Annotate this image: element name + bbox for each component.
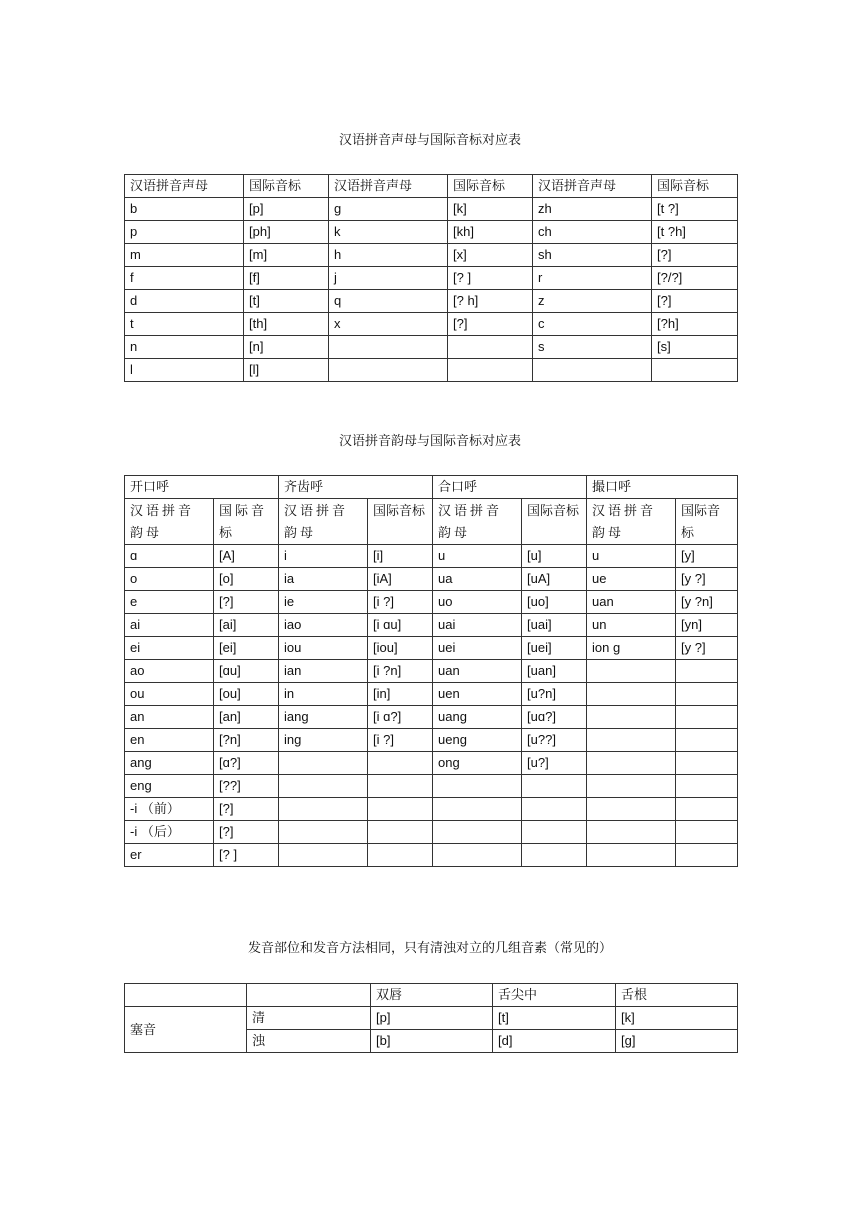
pinyin-cell: ie (279, 591, 368, 614)
ipa-cell: [?n] (214, 729, 279, 752)
column-header: 国际音标 (214, 499, 279, 545)
column-header: 舌根 (616, 984, 738, 1007)
pinyin-cell: ua (433, 568, 522, 591)
ipa-cell (676, 729, 738, 752)
voicing-table (124, 983, 738, 1053)
ipa-cell: [uA] (522, 568, 587, 591)
ipa-cell (652, 359, 738, 382)
ipa-cell: [d] (493, 1030, 616, 1053)
pinyin-cell: zh (533, 198, 652, 221)
column-header: 汉语拼音韵母 (279, 499, 368, 545)
pinyin-cell (533, 359, 652, 382)
ipa-cell: [?/?] (652, 267, 738, 290)
pinyin-cell: u (433, 545, 522, 568)
ipa-cell: [y ?] (676, 568, 738, 591)
pinyin-cell (279, 775, 368, 798)
pinyin-cell (587, 729, 676, 752)
ipa-cell: [m] (244, 244, 329, 267)
pinyin-cell: uen (433, 683, 522, 706)
group-header-row (125, 476, 738, 499)
pinyin-cell: ia (279, 568, 368, 591)
ipa-cell: [?] (652, 244, 738, 267)
column-header: 国际音标 (244, 175, 329, 198)
ipa-cell: [th] (244, 313, 329, 336)
ipa-cell (448, 336, 533, 359)
pinyin-cell (433, 798, 522, 821)
pinyin-cell: j (329, 267, 448, 290)
pinyin-cell: -i （前） (125, 798, 214, 821)
table-row (125, 336, 738, 359)
ipa-cell: [i ?] (368, 591, 433, 614)
table-row (125, 244, 738, 267)
ipa-cell: [u??] (522, 729, 587, 752)
ipa-cell (368, 798, 433, 821)
pinyin-cell: ch (533, 221, 652, 244)
pinyin-cell (279, 844, 368, 867)
pinyin-cell: enɡ (125, 775, 214, 798)
ipa-cell: [?] (652, 290, 738, 313)
pinyin-cell: b (125, 198, 244, 221)
ipa-cell (368, 844, 433, 867)
table-row (125, 1007, 738, 1030)
column-header: 国际音标 (652, 175, 738, 198)
column-header: 双唇 (371, 984, 493, 1007)
ipa-cell: [??] (214, 775, 279, 798)
pinyin-cell: iou (279, 637, 368, 660)
group-header: 合口呼 (433, 476, 587, 499)
ipa-cell: [uei] (522, 637, 587, 660)
ipa-cell: [ei] (214, 637, 279, 660)
ipa-cell: [i ?n] (368, 660, 433, 683)
ipa-cell: [p] (371, 1007, 493, 1030)
pinyin-cell (329, 359, 448, 382)
column-header: 国际音标 (676, 499, 738, 545)
ipa-cell: [i ɑu] (368, 614, 433, 637)
ipa-cell: [uɑ?] (522, 706, 587, 729)
group-header: 齐齿呼 (279, 476, 433, 499)
pinyin-cell: ou (125, 683, 214, 706)
pinyin-cell: uai (433, 614, 522, 637)
pinyin-cell (433, 844, 522, 867)
ipa-cell: [yn] (676, 614, 738, 637)
ipa-cell: [y] (676, 545, 738, 568)
column-header: 汉语拼音声母 (125, 175, 244, 198)
pinyin-cell: -i （后） (125, 821, 214, 844)
pinyin-cell: onɡ (433, 752, 522, 775)
pinyin-cell (587, 752, 676, 775)
pinyin-cell: f (125, 267, 244, 290)
ipa-cell: [uan] (522, 660, 587, 683)
pinyin-cell (279, 821, 368, 844)
ipa-cell (522, 844, 587, 867)
finals-table-title: 汉语拼音韵母与国际音标对应表 (338, 434, 521, 449)
table-row (125, 614, 738, 637)
ipa-cell: [u?n] (522, 683, 587, 706)
pinyin-cell (587, 798, 676, 821)
voicing-label: 清 (247, 1007, 371, 1030)
ipa-cell: [n] (244, 336, 329, 359)
table-row (125, 591, 738, 614)
ipa-cell (522, 821, 587, 844)
ipa-cell (676, 821, 738, 844)
ipa-cell: [i ɑ?] (368, 706, 433, 729)
pinyin-cell: e (125, 591, 214, 614)
ipa-cell: [? ] (448, 267, 533, 290)
ipa-cell: [uai] (522, 614, 587, 637)
ipa-cell: [y ?n] (676, 591, 738, 614)
pinyin-cell (433, 775, 522, 798)
pinyin-cell: anɡ (125, 752, 214, 775)
voicing-table-title: 发音部位和发音方法相同，只有清浊对立的几组音素（常见的） (247, 941, 612, 956)
pinyin-cell: ianɡ (279, 706, 368, 729)
pinyin-cell: x (329, 313, 448, 336)
ipa-cell: [A] (214, 545, 279, 568)
ipa-cell: [in] (368, 683, 433, 706)
pinyin-cell (279, 798, 368, 821)
pinyin-cell (433, 821, 522, 844)
ipa-cell: [uo] (522, 591, 587, 614)
pinyin-cell: an (125, 706, 214, 729)
ipa-cell (676, 660, 738, 683)
group-header: 开口呼 (125, 476, 279, 499)
voicing-label: 浊 (247, 1030, 371, 1053)
ipa-cell: [o] (214, 568, 279, 591)
table-row (125, 683, 738, 706)
subheader-row (125, 499, 738, 545)
pinyin-cell (587, 660, 676, 683)
ipa-cell (676, 844, 738, 867)
pinyin-cell (587, 821, 676, 844)
table-row (125, 660, 738, 683)
ipa-cell: [?] (214, 591, 279, 614)
pinyin-cell: s (533, 336, 652, 359)
pinyin-cell: uei (433, 637, 522, 660)
column-header: 国际音标 (368, 499, 433, 545)
pinyin-cell: en (125, 729, 214, 752)
ipa-cell: [y ?] (676, 637, 738, 660)
table-row (125, 844, 738, 867)
ipa-cell: [u?] (522, 752, 587, 775)
pinyin-cell: u (587, 545, 676, 568)
pinyin-cell: ɑ (125, 545, 214, 568)
pinyin-cell: inɡ (279, 729, 368, 752)
pinyin-cell: ian (279, 660, 368, 683)
ipa-cell: [i] (368, 545, 433, 568)
ipa-cell: [k] (448, 198, 533, 221)
table-row (125, 198, 738, 221)
initials-table-title: 汉语拼音声母与国际音标对应表 (338, 133, 521, 148)
ipa-cell: [ɑ?] (214, 752, 279, 775)
ipa-cell (676, 798, 738, 821)
pinyin-cell: z (533, 290, 652, 313)
table-row (125, 775, 738, 798)
pinyin-cell: q (329, 290, 448, 313)
table-row (125, 729, 738, 752)
ipa-cell: [l] (244, 359, 329, 382)
pinyin-cell: t (125, 313, 244, 336)
pinyin-cell: uenɡ (433, 729, 522, 752)
pinyin-cell: l (125, 359, 244, 382)
table-row (125, 290, 738, 313)
pinyin-cell: ei (125, 637, 214, 660)
table-row (125, 637, 738, 660)
pinyin-cell: o (125, 568, 214, 591)
ipa-cell: [? h] (448, 290, 533, 313)
pinyin-cell: uan (433, 660, 522, 683)
table-row (125, 752, 738, 775)
pinyin-cell: m (125, 244, 244, 267)
column-header: 舌尖中 (493, 984, 616, 1007)
pinyin-cell: sh (533, 244, 652, 267)
pinyin-cell: ue (587, 568, 676, 591)
column-header (247, 984, 371, 1007)
pinyin-cell: uanɡ (433, 706, 522, 729)
pinyin-cell: ɡ (329, 198, 448, 221)
ipa-cell: [ɑu] (214, 660, 279, 683)
table-row (125, 267, 738, 290)
ipa-cell: [x] (448, 244, 533, 267)
ipa-cell (522, 775, 587, 798)
ipa-cell: [ou] (214, 683, 279, 706)
pinyin-cell (279, 752, 368, 775)
ipa-cell: [u] (522, 545, 587, 568)
pinyin-cell: uo (433, 591, 522, 614)
ipa-cell: [kh] (448, 221, 533, 244)
pinyin-cell: ai (125, 614, 214, 637)
finals-table (124, 475, 738, 867)
ipa-cell: [ph] (244, 221, 329, 244)
ipa-cell: [t ?] (652, 198, 738, 221)
pinyin-cell: n (125, 336, 244, 359)
column-header: 汉语拼音声母 (329, 175, 448, 198)
table-row (125, 313, 738, 336)
pinyin-cell: un (587, 614, 676, 637)
column-header: 国际音标 (522, 499, 587, 545)
ipa-cell: [t] (244, 290, 329, 313)
ipa-cell (448, 359, 533, 382)
pinyin-cell: h (329, 244, 448, 267)
ipa-cell: [t ?h] (652, 221, 738, 244)
ipa-cell (368, 752, 433, 775)
ipa-cell: [ɡ] (616, 1030, 738, 1053)
group-header: 撮口呼 (587, 476, 738, 499)
ipa-cell: [b] (371, 1030, 493, 1053)
pinyin-cell (587, 706, 676, 729)
column-header: 国际音标 (448, 175, 533, 198)
ipa-cell: [iou] (368, 637, 433, 660)
ipa-cell (676, 775, 738, 798)
ipa-cell: [?] (214, 821, 279, 844)
pinyin-cell: ion ɡ (587, 637, 676, 660)
table-row (125, 798, 738, 821)
ipa-cell: [p] (244, 198, 329, 221)
ipa-cell: [s] (652, 336, 738, 359)
ipa-cell (676, 683, 738, 706)
pinyin-cell (587, 844, 676, 867)
pinyin-cell: i (279, 545, 368, 568)
pinyin-cell (587, 683, 676, 706)
table-row (125, 221, 738, 244)
ipa-cell (522, 798, 587, 821)
pinyin-cell: p (125, 221, 244, 244)
header-row (125, 175, 738, 198)
table-row (125, 359, 738, 382)
header-row (125, 984, 738, 1007)
ipa-cell: [an] (214, 706, 279, 729)
table-row (125, 706, 738, 729)
column-header: 汉语拼音韵母 (433, 499, 522, 545)
category-cell: 塞音 (125, 1007, 247, 1053)
ipa-cell: [k] (616, 1007, 738, 1030)
initials-table (124, 174, 738, 382)
column-header: 汉语拼音声母 (533, 175, 652, 198)
pinyin-cell: c (533, 313, 652, 336)
column-header (125, 984, 247, 1007)
table-row (125, 545, 738, 568)
column-header: 汉语拼音韵母 (125, 499, 214, 545)
table-row (125, 568, 738, 591)
pinyin-cell: r (533, 267, 652, 290)
ipa-cell: [t] (493, 1007, 616, 1030)
ipa-cell: [f] (244, 267, 329, 290)
ipa-cell (676, 706, 738, 729)
pinyin-cell: ao (125, 660, 214, 683)
pinyin-cell (329, 336, 448, 359)
pinyin-cell: er (125, 844, 214, 867)
ipa-cell: [?] (448, 313, 533, 336)
pinyin-cell: k (329, 221, 448, 244)
pinyin-cell (587, 775, 676, 798)
ipa-cell (368, 775, 433, 798)
ipa-cell: [?] (214, 798, 279, 821)
ipa-cell (676, 752, 738, 775)
ipa-cell: [i ?] (368, 729, 433, 752)
ipa-cell: [ai] (214, 614, 279, 637)
pinyin-cell: iao (279, 614, 368, 637)
pinyin-cell: uan (587, 591, 676, 614)
column-header: 汉语拼音韵母 (587, 499, 676, 545)
pinyin-cell: in (279, 683, 368, 706)
ipa-cell: [?h] (652, 313, 738, 336)
ipa-cell (368, 821, 433, 844)
pinyin-cell: d (125, 290, 244, 313)
ipa-cell: [iA] (368, 568, 433, 591)
ipa-cell: [? ] (214, 844, 279, 867)
table-row (125, 821, 738, 844)
